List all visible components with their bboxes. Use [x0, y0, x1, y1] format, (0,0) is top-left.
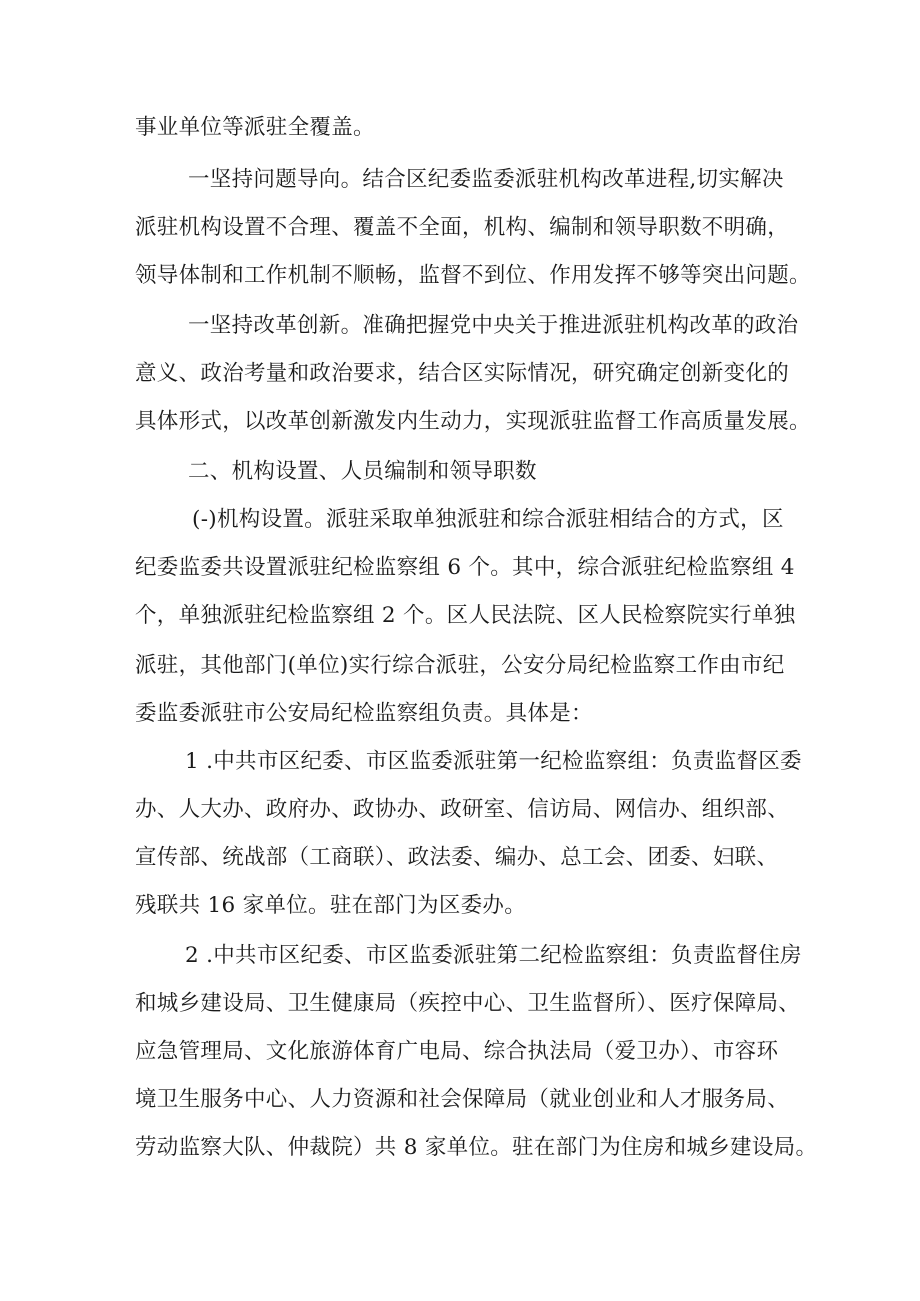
- text-line: 应急管理局、文化旅游体育广电局、综合执法局（爱卫办）、市容环: [135, 1039, 779, 1064]
- text-line: 宣传部、统战部（工商联）、政法委、编办、总工会、团委、妇联、: [135, 845, 779, 870]
- text-line: 残联共 16 家单位。驻在部门为区委办。: [135, 893, 527, 918]
- text-line: 具体形式，以改革创新激发内生动力，实现派驻监督工作高质量发展。: [135, 409, 811, 434]
- text-line: 意义、政治考量和政治要求，结合区实际情况，研究确定创新变化的: [135, 361, 790, 386]
- text-line: 和城乡建设局、卫生健康局（疾控中心、卫生监督所）、医疗保障局、: [135, 991, 801, 1016]
- list-item: 1 .中共市区纪委、市区监委派驻第一纪检监察组：负责监督区委: [185, 749, 802, 774]
- section-heading: 二、机构设置、人员编制和领导职数: [188, 459, 537, 484]
- text-line: 纪委监委共设置派驻纪检监察组 6 个。其中，综合派驻纪检监察组 4: [135, 555, 795, 580]
- text-line: 领导体制和工作机制不顺畅，监督不到位、作用发挥不够等突出问题。: [135, 263, 811, 288]
- text-line: 派驻，其他部门(单位)实行综合派驻，公安分局纪检监察工作由市纪: [135, 653, 785, 678]
- text-line: 委监委派驻市公安局纪检监察组负责。具体是：: [135, 701, 593, 726]
- text-line: 派驻机构设置不合理、覆盖不全面，机构、编制和领导职数不明确，: [135, 215, 790, 240]
- text-line: 境卫生服务中心、人力资源和社会保障局（就业创业和人才服务局、: [135, 1087, 790, 1112]
- list-item: 2 .中共市区纪委、市区监委派驻第二纪检监察组：负责监督住房: [185, 943, 802, 968]
- text-line: 个，单独派驻纪检监察组 2 个。区人民法院、区人民检察院实行单独: [135, 603, 796, 628]
- text-line: 一坚持问题导向。结合区纪委监委派驻机构改革进程,切实解决: [188, 167, 784, 192]
- text-line: 一坚持改革创新。准确把握党中央关于推进派驻机构改革的政治: [188, 313, 799, 338]
- text-line: 事业单位等派驻全覆盖。: [135, 115, 375, 140]
- text-line: 劳动监察大队、仲裁院）共 8 家单位。驻在部门为住房和城乡建设局。: [135, 1135, 818, 1160]
- text-line: 办、人大办、政府办、政协办、政研室、信访局、网信办、组织部、: [135, 797, 790, 822]
- text-line: (-)机构设置。派驻采取单独派驻和综合派驻相结合的方式，区: [192, 507, 784, 532]
